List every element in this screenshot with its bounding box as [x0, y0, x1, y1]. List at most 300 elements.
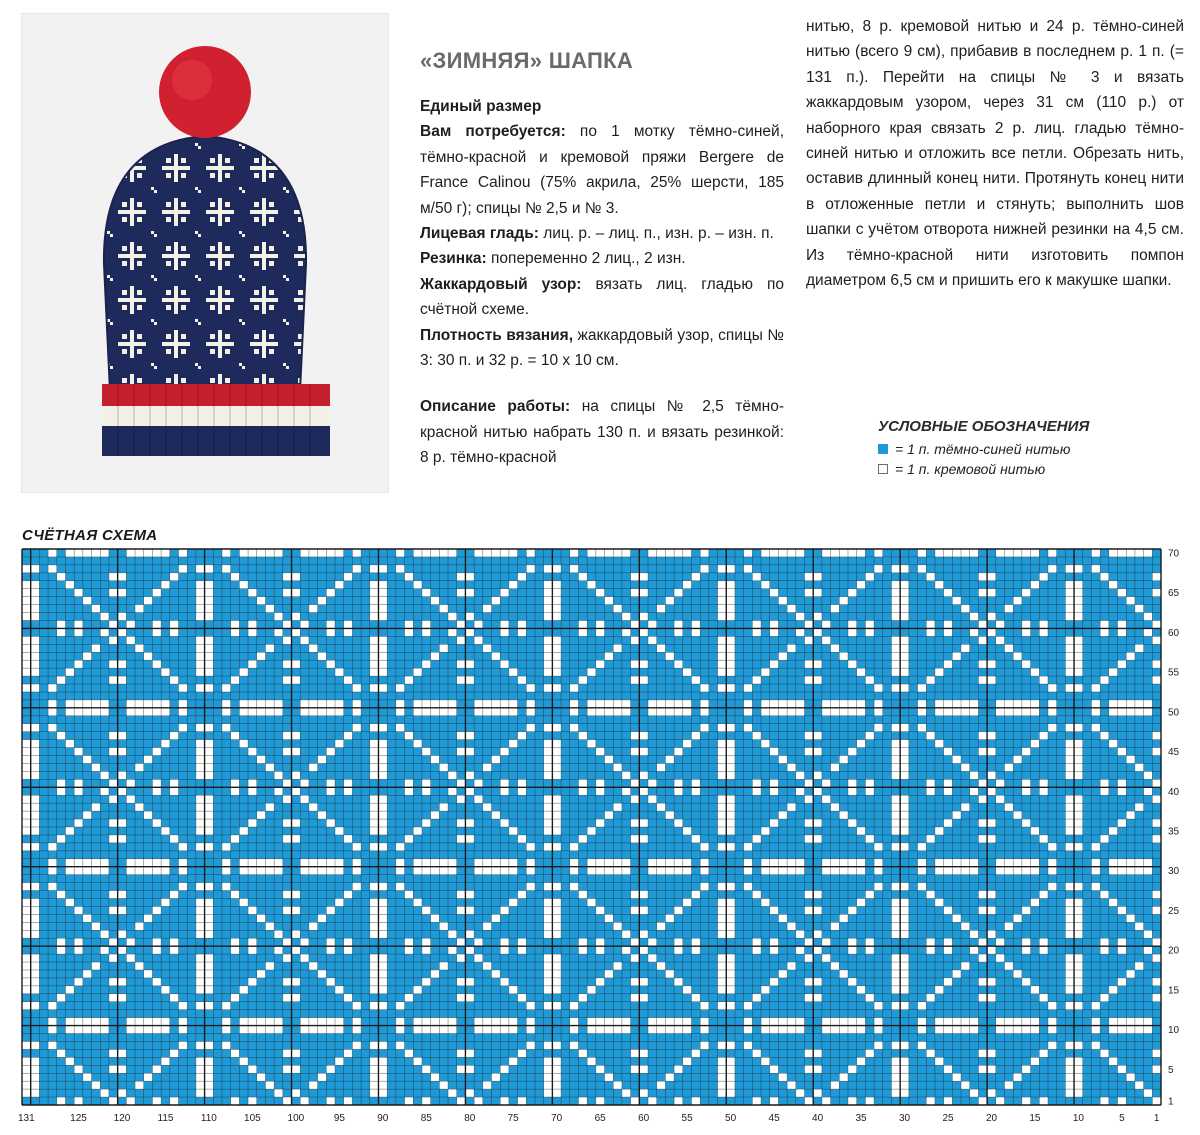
chart-cell-white [596, 1097, 605, 1105]
x-tick-label: 30 [898, 1113, 911, 1124]
chart-cell-white [935, 549, 944, 557]
chart-cell-white [1039, 946, 1048, 954]
chart-cell-white [605, 549, 614, 557]
chart-cell-white [196, 930, 205, 938]
chart-cell-white [770, 779, 779, 787]
chart-cell-white [1048, 549, 1057, 557]
chart-cell-white [544, 962, 553, 970]
chart-cell-white [987, 771, 996, 779]
chart-cell-white [839, 970, 848, 978]
chart-cell-white [1118, 867, 1127, 875]
chart-cell-white [1065, 1089, 1074, 1097]
chart-cell-white [439, 859, 448, 867]
chart-cell-white [761, 740, 770, 748]
chart-cell-white [257, 1018, 266, 1026]
x-tick-label: 95 [333, 1113, 345, 1124]
chart-cell-white [1039, 787, 1048, 795]
chart-cell-white [996, 938, 1005, 946]
chart-cell-white [796, 1026, 805, 1034]
chart-cell-white [552, 1041, 561, 1049]
chart-cell-white [805, 636, 814, 644]
chart-cell-white [1126, 811, 1135, 819]
chart-cell-white [544, 613, 553, 621]
chart-cell-white [1048, 1026, 1057, 1034]
chart-cell-white [1152, 573, 1161, 581]
chart-cell-white [483, 1081, 492, 1089]
chart-cell-white [891, 819, 900, 827]
chart-cell-white [57, 787, 66, 795]
chart-cell-white [74, 1018, 83, 1026]
chart-cell-white [978, 994, 987, 1002]
chart-cell-white [352, 700, 361, 708]
chart-cell-white [544, 660, 553, 668]
chart-cell-white [265, 1081, 274, 1089]
chart-cell-white [300, 620, 309, 628]
chart-cell-white [813, 978, 822, 986]
chart-cell-white [961, 700, 970, 708]
chart-cell-white [179, 684, 188, 692]
chart-cell-white [474, 1018, 483, 1026]
chart-cell-white [891, 589, 900, 597]
chart-cell-white [448, 930, 457, 938]
chart-cell-white [1074, 819, 1083, 827]
chart-cell-white [1005, 1081, 1014, 1089]
chart-cell-white [726, 843, 735, 851]
chart-cell-white [970, 700, 979, 708]
chart-cell-white [726, 763, 735, 771]
chart-cell-white [179, 859, 188, 867]
chart-cell-white [944, 906, 953, 914]
chart-cell-white [344, 946, 353, 954]
chart-cell-white [1074, 1057, 1083, 1065]
chart-cell-white [848, 589, 857, 597]
chart-cell-white [31, 898, 40, 906]
chart-cell-white [1118, 748, 1127, 756]
chart-cell-white [352, 1026, 361, 1034]
chart-cell-white [31, 748, 40, 756]
chart-cell-white [1074, 652, 1083, 660]
chart-cell-white [935, 1018, 944, 1026]
chart-cell-white [126, 620, 135, 628]
chart-cell-white [578, 573, 587, 581]
chart-cell-white [352, 1002, 361, 1010]
chart-cell-white [691, 573, 700, 581]
chart-cell-white [805, 748, 814, 756]
chart-cell-white [309, 605, 318, 613]
chart-cell-white [952, 970, 961, 978]
chart-cell-white [318, 1073, 327, 1081]
chart-cell-white [631, 835, 640, 843]
chart-cell-white [1065, 1002, 1074, 1010]
chart-cell-white [1126, 859, 1135, 867]
chart-cell-white [126, 938, 135, 946]
rib-text: попеременно 2 лиц., 2 изн. [491, 250, 686, 268]
chart-cell-white [239, 708, 248, 716]
chart-cell-white [848, 946, 857, 954]
chart-cell-white [378, 1041, 387, 1049]
chart-cell-white [891, 660, 900, 668]
chart-cell-white [474, 549, 483, 557]
chart-cell-white [474, 859, 483, 867]
chart-cell-white [378, 684, 387, 692]
y-tick-label: 60 [1168, 627, 1180, 639]
chart-cell-white [770, 708, 779, 716]
chart-cell-white [544, 1057, 553, 1065]
chart-cell-white [544, 771, 553, 779]
chart-cell-white [100, 1018, 109, 1026]
chart-cell-white [639, 930, 648, 938]
chart-cell-white [422, 906, 431, 914]
chart-cell-white [718, 1041, 727, 1049]
chart-cell-white [1074, 660, 1083, 668]
chart-cell-white [31, 668, 40, 676]
chart-cell-white [292, 771, 301, 779]
chart-cell-white [74, 549, 83, 557]
chart-cell-white [492, 708, 501, 716]
chart-cell-white [596, 660, 605, 668]
chart-cell-white [22, 763, 31, 771]
chart-cell-white [196, 962, 205, 970]
chart-cell-white [726, 906, 735, 914]
chart-cell-white [248, 859, 257, 867]
chart-cell-white [439, 605, 448, 613]
chart-cell-white [344, 1049, 353, 1057]
chart-cell-white [422, 1065, 431, 1073]
chart-cell-white [144, 811, 153, 819]
chart-cell-white [900, 1041, 909, 1049]
chart-cell-white [648, 779, 657, 787]
chart-cell-white [605, 811, 614, 819]
chart-cell-white [778, 756, 787, 764]
chart-cell-white [422, 867, 431, 875]
chart-cell-white [196, 827, 205, 835]
chart-cell-white [839, 652, 848, 660]
chart-cell-white [152, 748, 161, 756]
x-tick-label: 125 [70, 1113, 87, 1124]
chart-cell-white [205, 954, 214, 962]
chart-cell-white [161, 986, 170, 994]
chart-cell-white [726, 589, 735, 597]
chart-cell-white [22, 962, 31, 970]
chart-cell-white [1005, 803, 1014, 811]
chart-cell-white [22, 756, 31, 764]
chart-title: СЧЁТНАЯ СХЕМА [22, 527, 158, 544]
chart-cell-white [413, 1057, 422, 1065]
chart-cell-white [31, 883, 40, 891]
chart-cell-white [31, 970, 40, 978]
chart-cell-white [648, 636, 657, 644]
chart-cell-white [596, 819, 605, 827]
chart-cell-white [639, 732, 648, 740]
chart-cell-white [526, 700, 535, 708]
chart-cell-white [300, 700, 309, 708]
chart-cell-white [587, 1057, 596, 1065]
chart-cell-white [596, 620, 605, 628]
chart-cell-white [22, 724, 31, 732]
chart-cell-white [1065, 843, 1074, 851]
chart-cell-white [292, 891, 301, 899]
chart-cell-white [500, 1018, 509, 1026]
chart-cell-white [848, 1026, 857, 1034]
chart-cell-white [1091, 549, 1100, 557]
chart-cell-white [613, 700, 622, 708]
chart-cell-white [987, 1049, 996, 1057]
chart-cell-white [1005, 708, 1014, 716]
chart-cell-white [770, 1065, 779, 1073]
chart-cell-white [639, 573, 648, 581]
chart-cell-white [831, 605, 840, 613]
chart-cell-white [718, 1065, 727, 1073]
chart-cell-white [813, 613, 822, 621]
chart-cell-white [596, 700, 605, 708]
chart-cell-white [352, 867, 361, 875]
chart-cell-white [570, 1026, 579, 1034]
chart-cell-white [118, 676, 127, 684]
x-tick-label: 5 [1119, 1113, 1125, 1124]
chart-cell-white [718, 589, 727, 597]
chart-cell-white [526, 883, 535, 891]
chart-cell-white [1144, 787, 1153, 795]
chart-cell-white [918, 549, 927, 557]
chart-cell-white [552, 1081, 561, 1089]
chart-cell-white [1048, 724, 1057, 732]
chart-cell-white [22, 1041, 31, 1049]
chart-cell-white [987, 930, 996, 938]
chart-cell-white [413, 1018, 422, 1026]
chart-cell-white [518, 891, 527, 899]
chart-cell-white [378, 962, 387, 970]
chart-cell-white [918, 684, 927, 692]
chart-cell-white [300, 1018, 309, 1026]
chart-cell-white [596, 1065, 605, 1073]
chart-cell-white [152, 867, 161, 875]
chart-cell-white [196, 589, 205, 597]
chart-cell-white [265, 700, 274, 708]
chart-cell-white [326, 819, 335, 827]
chart-cell-white [665, 970, 674, 978]
chart-cell-white [726, 660, 735, 668]
chart-cell-white [1022, 787, 1031, 795]
chart-cell-white [1074, 883, 1083, 891]
chart-cell-white [978, 573, 987, 581]
chart-cell-white [639, 946, 648, 954]
chart-cell-white [483, 1018, 492, 1026]
chart-cell-white [152, 549, 161, 557]
chart-cell-white [718, 795, 727, 803]
chart-cell-white [700, 684, 709, 692]
chart-cell-white [622, 613, 631, 621]
chart-cell-white [1100, 628, 1109, 636]
chart-cell-white [144, 756, 153, 764]
chart-cell-white [857, 986, 866, 994]
chart-cell-white [196, 597, 205, 605]
chart-cell-white [552, 1057, 561, 1065]
chart-cell-white [283, 795, 292, 803]
chart-cell-white [944, 819, 953, 827]
chart-cell-white [205, 652, 214, 660]
chart-cell-white [865, 891, 874, 899]
chart-cell-white [326, 549, 335, 557]
chart-cell-white [996, 636, 1005, 644]
chart-cell-white [274, 628, 283, 636]
chart-cell-white [457, 1065, 466, 1073]
chart-cell-white [465, 787, 474, 795]
chart-cell-white [196, 1041, 205, 1049]
chart-cell-white [822, 954, 831, 962]
chart-cell-white [1135, 708, 1144, 716]
chart-cell-white [1152, 779, 1161, 787]
chart-cell-white [170, 779, 179, 787]
chart-cell-white [1013, 859, 1022, 867]
chart-cell-white [1074, 795, 1083, 803]
chart-cell-white [770, 620, 779, 628]
chart-cell-white [1005, 549, 1014, 557]
chart-cell-white [205, 1057, 214, 1065]
chart-cell-white [978, 819, 987, 827]
chart-cell-white [926, 628, 935, 636]
chart-cell-white [144, 549, 153, 557]
chart-cell-white [326, 779, 335, 787]
chart-cell-white [874, 708, 883, 716]
chart-cell-white [109, 636, 118, 644]
chart-cell-white [674, 779, 683, 787]
chart-cell-white [422, 589, 431, 597]
chart-cell-white [683, 859, 692, 867]
chart-cell-white [718, 1081, 727, 1089]
chart-cell-white [196, 1002, 205, 1010]
chart-cell-white [822, 867, 831, 875]
chart-cell-white [274, 708, 283, 716]
chart-cell-white [918, 843, 927, 851]
chart-cell-white [570, 700, 579, 708]
chart-cell-white [544, 1002, 553, 1010]
chart-cell-white [370, 668, 379, 676]
chart-cell-white [431, 1018, 440, 1026]
chart-cell-white [500, 620, 509, 628]
chart-cell-white [196, 1073, 205, 1081]
chart-cell-white [1118, 660, 1127, 668]
chart-cell-white [222, 843, 231, 851]
chart-cell-white [352, 549, 361, 557]
chart-cell-white [639, 589, 648, 597]
materials-label: Вам потребуется: [420, 123, 566, 141]
chart-cell-white [691, 946, 700, 954]
chart-cell-white [726, 811, 735, 819]
chart-cell-white [718, 724, 727, 732]
chart-cell-white [891, 748, 900, 756]
y-tick-label: 1 [1168, 1096, 1174, 1108]
chart-cell-white [952, 1073, 961, 1081]
chart-cell-white [900, 1081, 909, 1089]
chart-cell-white [770, 946, 779, 954]
chart-cell-white [222, 724, 231, 732]
chart-cell-white [196, 1065, 205, 1073]
chart-cell-white [57, 1097, 66, 1105]
chart-cell-white [1118, 708, 1127, 716]
chart-cell-white [805, 1065, 814, 1073]
chart-cell-white [1074, 906, 1083, 914]
chart-cell-white [665, 1073, 674, 1081]
chart-cell-white [465, 891, 474, 899]
chart-cell-white [831, 962, 840, 970]
chart-cell-white [970, 771, 979, 779]
chart-cell-white [805, 954, 814, 962]
chart-cell-white [474, 1026, 483, 1034]
chart-cell-white [335, 827, 344, 835]
chart-cell-white [1065, 636, 1074, 644]
chart-cell-white [761, 1018, 770, 1026]
chart-cell-white [1031, 581, 1040, 589]
chart-cell-white [248, 660, 257, 668]
chart-cell-white [370, 978, 379, 986]
chart-cell-white [65, 668, 74, 676]
chart-cell-white [222, 708, 231, 716]
chart-cell-white [257, 652, 266, 660]
chart-cell-white [726, 740, 735, 748]
y-tick-label: 20 [1168, 945, 1180, 957]
chart-cell-white [152, 620, 161, 628]
chart-cell-white [970, 930, 979, 938]
chart-cell-white [796, 708, 805, 716]
chart-cell-white [1039, 835, 1048, 843]
chart-cell-white [318, 700, 327, 708]
x-tick-label: 115 [157, 1113, 174, 1124]
chart-cell-white [126, 954, 135, 962]
chart-cell-white [544, 827, 553, 835]
chart-cell-white [718, 748, 727, 756]
chart-cell-white [1031, 1018, 1040, 1026]
chart-cell-white [413, 898, 422, 906]
chart-cell-white [822, 1026, 831, 1034]
chart-cell-white [891, 954, 900, 962]
chart-cell-white [744, 1018, 753, 1026]
chart-cell-white [378, 1065, 387, 1073]
chart-cell-white [831, 763, 840, 771]
chart-cell-white [378, 597, 387, 605]
chart-cell-white [231, 573, 240, 581]
chart-cell-white [961, 549, 970, 557]
chart-cell-white [952, 597, 961, 605]
chart-cell-white [31, 771, 40, 779]
chart-cell-white [57, 1049, 66, 1057]
chart-cell-white [344, 938, 353, 946]
y-tick-label: 45 [1168, 747, 1180, 758]
chart-cell-white [492, 756, 501, 764]
chart-cell-white [874, 883, 883, 891]
chart-cell-white [74, 978, 83, 986]
chart-cell-white [352, 708, 361, 716]
chart-cell-white [335, 1018, 344, 1026]
x-tick-label: 110 [200, 1113, 217, 1124]
chart-cell-white [1100, 1049, 1109, 1057]
chart-cell-white [370, 771, 379, 779]
chart-cell-white [805, 1049, 814, 1057]
chart-cell-white [274, 946, 283, 954]
chart-cell-white [944, 628, 953, 636]
chart-cell-white [57, 779, 66, 787]
chart-cell-white [170, 1049, 179, 1057]
chart-cell-white [848, 628, 857, 636]
chart-cell-white [100, 708, 109, 716]
chart-cell-white [465, 660, 474, 668]
chart-cell-white [378, 898, 387, 906]
chart-cell-white [205, 922, 214, 930]
chart-cell-white [92, 644, 101, 652]
chart-cell-white [396, 1041, 405, 1049]
chart-cell-white [74, 859, 83, 867]
chart-cell-white [152, 946, 161, 954]
chart-cell-white [370, 906, 379, 914]
